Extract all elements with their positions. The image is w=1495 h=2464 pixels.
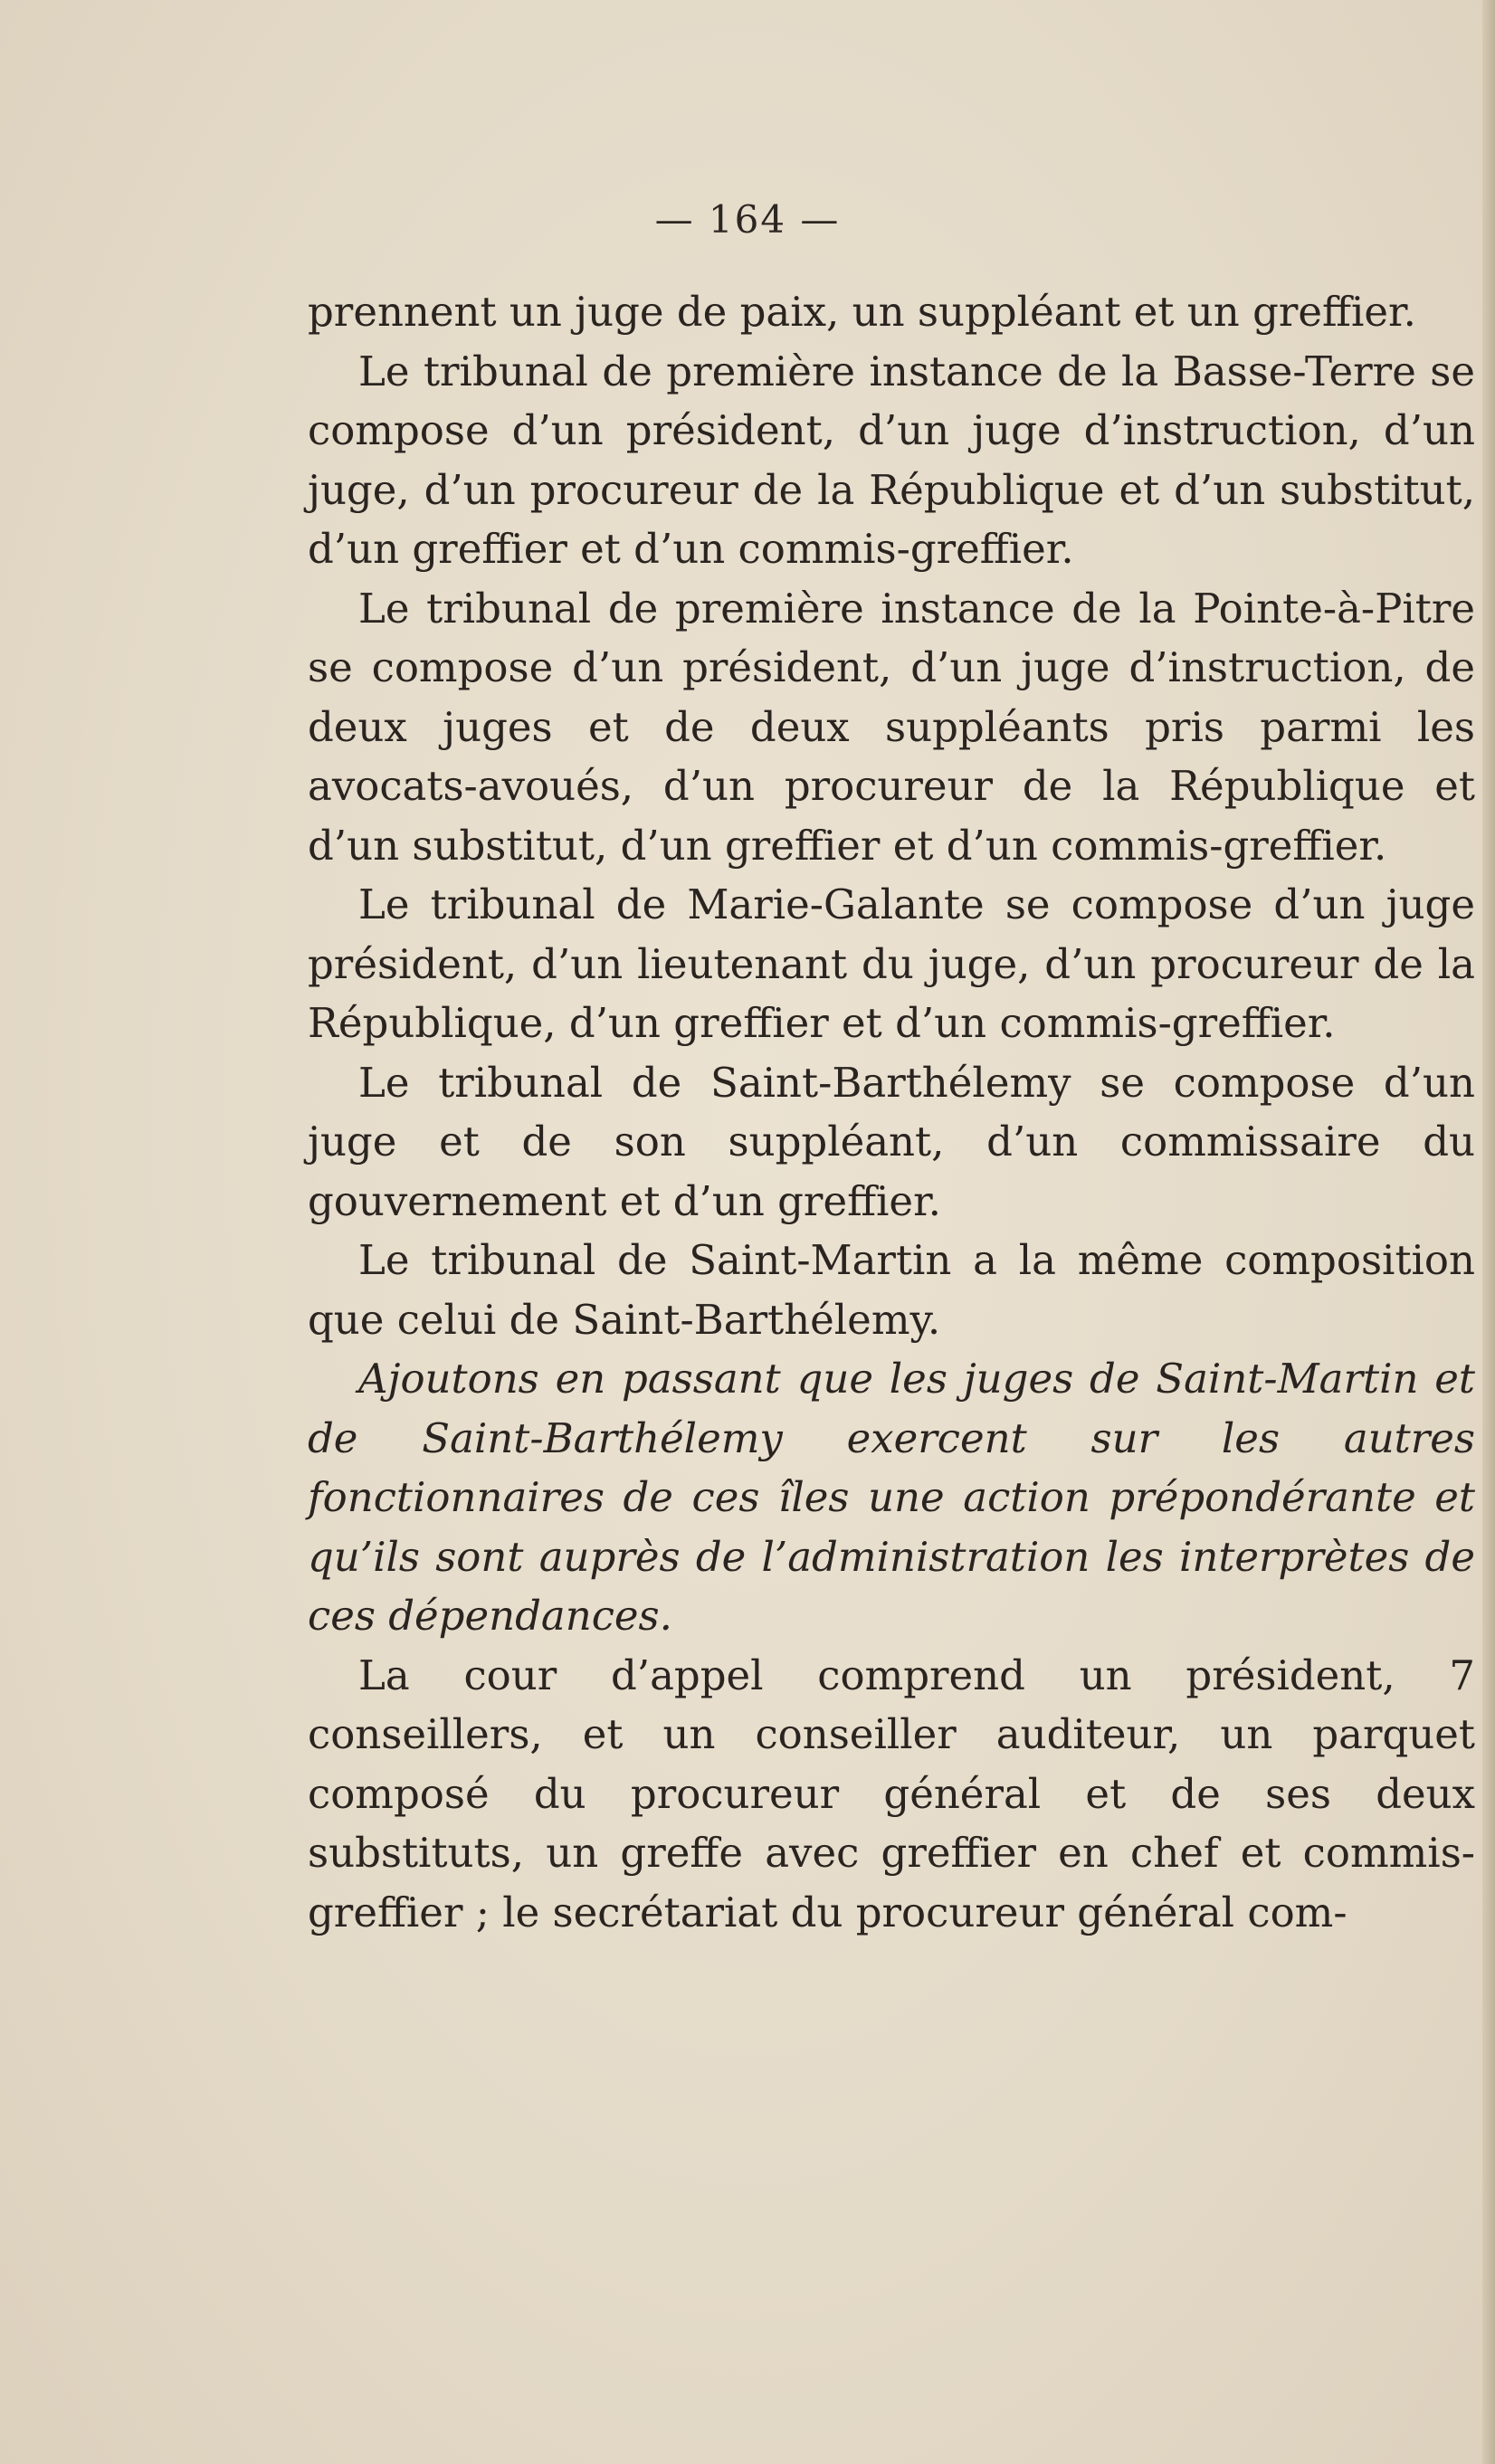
page-number: — 164 —	[654, 197, 841, 242]
paragraph-basse-terre: Le tribunal de première instance de la Basse-Terre se compose d’un président, d’un juge d’instruction, d’un juge, d’un procureur de la République et d’un substitut, d’un greffier et d’un commis-greffier.	[308, 347, 1475, 573]
paragraph-continuation: prennent un juge de paix, un suppléant et un greffier.	[308, 288, 1416, 336]
paragraph-ajoutons: Ajoutons en passant que les juges de Saint-Martin et de Saint-Barthélemy exercent sur les autres fonctionnaires de ces îles une action prépondérante et qu’ils sont auprès de l’administration les interprètes de ces dépendances.	[308, 1355, 1475, 1640]
page-edge	[1482, 0, 1495, 2464]
paragraph-saint-martin: Le tribunal de Saint-Martin a la même composition que celui de Saint-Barthélemy.	[308, 1236, 1475, 1344]
paragraph-pointe-a-pitre: Le tribunal de première instance de la Pointe-à-Pitre se compose d’un président, d’un juge d’instruction, de deux juges et de deux suppléants pris parmi les avocats-avoués, d’un procureur de la République et d’un substitut, d’un greffier et d’un commis-greffier.	[308, 584, 1475, 870]
paragraph-marie-galante: Le tribunal de Marie-Galante se compose d’un juge président, d’un lieutenant du juge, d’un procureur de la République, d’un greffier et d’un commis-greffier.	[308, 880, 1475, 1047]
paragraph-cour-appel: La cour d’appel comprend un président, 7 conseillers, et un conseiller auditeur, un parquet composé du procureur général et de ses deux substituts, un greffe avec greffier en chef et commis-greffier ; le secrétariat du procureur général com-	[308, 1651, 1475, 1936]
paragraph-saint-barthelemy: Le tribunal de Saint-Barthélemy se compose d’un juge et de son suppléant, d’un commissaire du gouvernement et d’un greffier.	[308, 1058, 1475, 1225]
body-text	[308, 282, 1475, 1942]
